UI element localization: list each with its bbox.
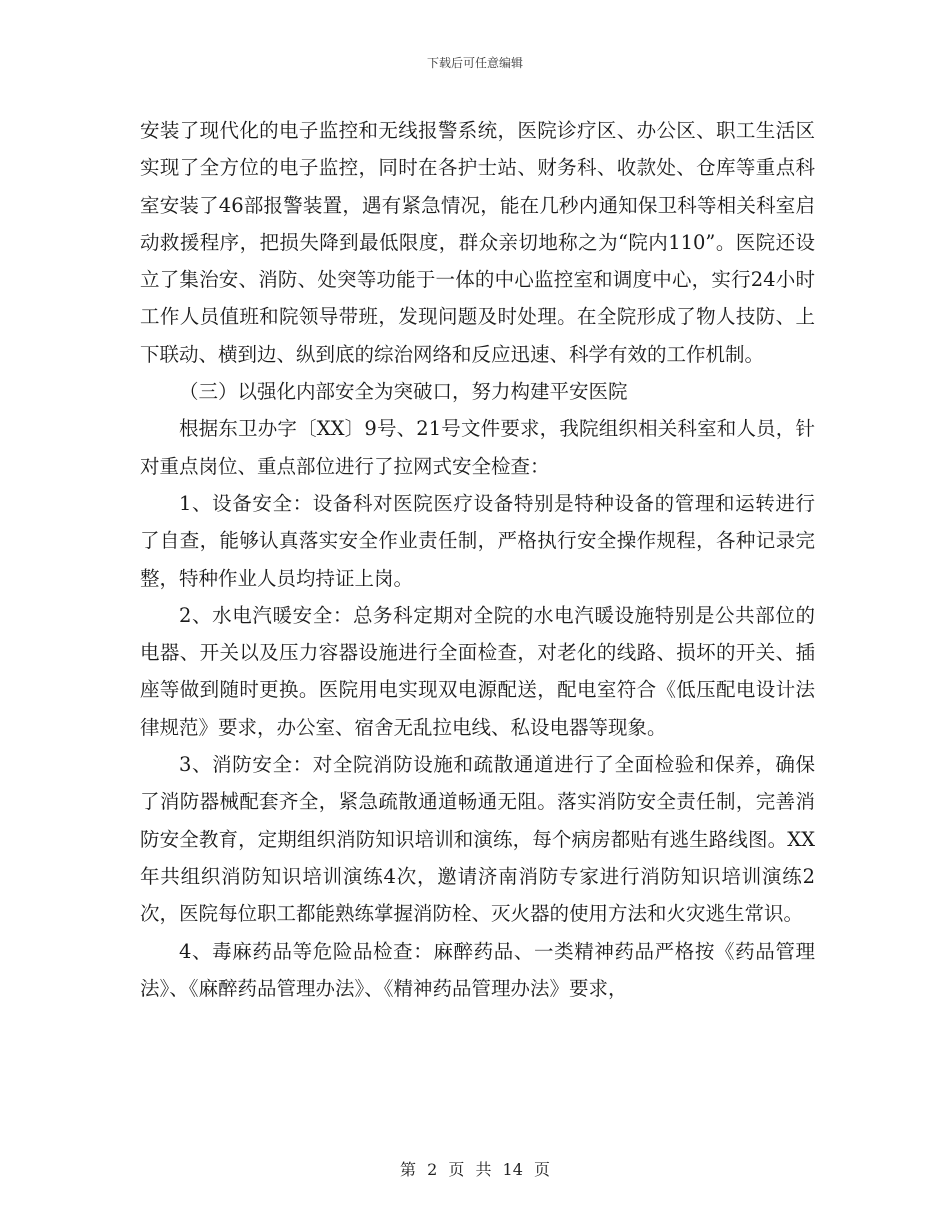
section-heading: （三）以强化内部安全为突破口，努力构建平安医院 xyxy=(179,380,628,404)
paragraph-1: 安装了现代化的电子监控和无线报警系统，医院诊疗区、办公区、职工生活区实现了全方位的电子监控，同时在各护士站、财务科、收款处、仓库等重点科室安装了46部报警装置，遇有紧急情况，能在几秒内通知保卫科等相关科室启动救援程序，把损失降到最低限度，群众亲切地称之为“院内110”。医院还设立了集治安、消防、处突等功能于一体的中心监控室和调度中心，实行24小时工作人员值班和院领导带班，发现问题及时处理。在全院形成了物人技防、上下联动、横到边、纵到底的综治网络和反应迅速、科学有效的工作机制。 xyxy=(140,119,815,366)
paragraph-equipment-safety: 1、设备安全：设备科对医院医疗设备特别是特种设备的管理和运转进行了自查，能够认真落实安全作业责任制，严格执行安全操作规程，各种记录完整，特种作业人员均持证上岗。 xyxy=(140,491,815,590)
page-number-footer: 第 2 页 共 14 页 xyxy=(400,1160,550,1179)
paragraph-hazardous-drugs: 4、毒麻药品等危险品检查：麻醉药品、一类精神药品严格按《药品管理法》、《麻醉药品管理办法》、《精神药品管理办法》要求， xyxy=(140,939,815,1000)
paragraph-utilities-safety: 2、水电汽暖安全：总务科定期对全院的水电汽暖设施特别是公共部位的电器、开关以及压力容器设施进行全面检查，对老化的线路、损坏的开关、插座等做到随时更换。医院用电实现双电源配送，配电室符合《低压配电设计法律规范》要求，办公室、宿舍无乱拉电线、私设电器等现象。 xyxy=(140,603,815,739)
document-body xyxy=(140,112,815,1007)
paragraph-fire-safety: 3、消防安全：对全院消防设施和疏散通道进行了全面检验和保养，确保了消防器械配套齐全，紧急疏散通道畅通无阻。落实消防安全责任制，完善消防安全教育，定期组织消防知识培训和演练，每个病房都贴有逃生路线图。XX年共组织消防知识培训演练4次，邀请济南消防专家进行消防知识培训演练2次，医院每位职工都能熟练掌握消防栓、灭火器的使用方法和火灾逃生常识。 xyxy=(140,753,815,926)
paragraph-2: 根据东卫办字〔XX〕9号、21号文件要求，我院组织相关科室和人员，针对重点岗位、重点部位进行了拉网式安全检查： xyxy=(140,417,815,478)
header-note: 下载后可任意编辑 xyxy=(426,56,523,70)
